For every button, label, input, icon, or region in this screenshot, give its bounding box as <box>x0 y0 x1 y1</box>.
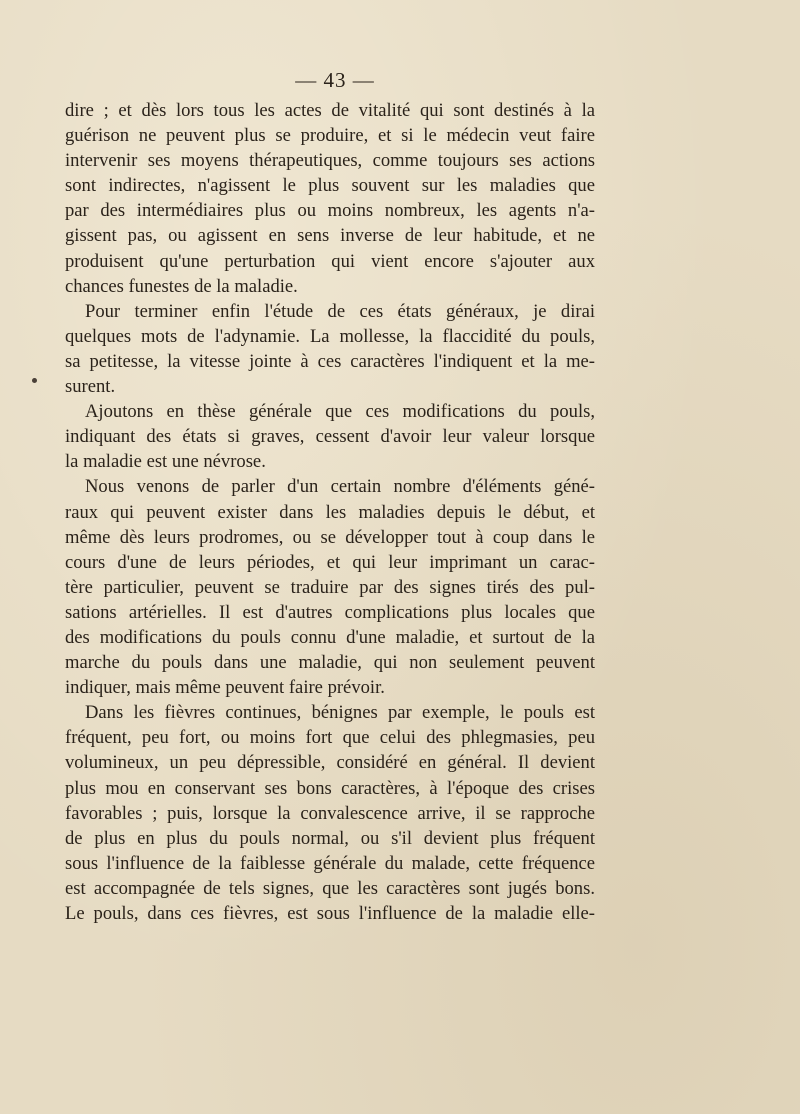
text-line: des modifications du pouls connu d'une maladie, et surtout de la <box>65 626 595 648</box>
text-line: dire ; et dès lors tous les actes de vitalité qui sont destinés à la <box>65 100 595 121</box>
text-line: cours d'une de leurs périodes, et qui leur imprimant un carac- <box>65 551 595 573</box>
text-line: chances funestes de la maladie. <box>65 275 298 297</box>
text-line: sous l'influence de la faiblesse générale du malade, cette fréquence <box>65 852 595 874</box>
text-line: la maladie est une névrose. <box>65 451 266 473</box>
text-line: intervenir ses moyens thérapeutiques, comme toujours ses actions <box>65 150 595 172</box>
text-line: surent. <box>65 376 116 398</box>
text-line: même dès leurs prodromes, ou se développer tout à coup dans le <box>65 526 595 548</box>
text-line: produisent qu'une perturbation qui vient encore s'ajouter aux <box>65 250 595 272</box>
body-text <box>65 98 595 926</box>
text-line: Dans les fièvres continues, bénignes par exemple, le pouls est <box>85 702 595 724</box>
text-line: plus mou en conservant ses bons caractères, à l'époque des crises <box>65 777 595 799</box>
text-line: fréquent, peu fort, ou moins fort que celui des phlegmasies, peu <box>65 727 595 749</box>
text-line: quelques mots de l'adynamie. La mollesse, la flaccidité du pouls, <box>65 325 595 347</box>
text-line: Ajoutons en thèse générale que ces modifications du pouls, <box>85 401 595 423</box>
text-line: Pour terminer enfin l'étude de ces états généraux, je dirai <box>85 300 595 322</box>
text-line: Le pouls, dans ces fièvres, est sous l'influence de la maladie elle- <box>65 903 595 924</box>
text-line: volumineux, un peu dépressible, considéré en général. Il devient <box>65 752 595 774</box>
text-line: gissent pas, ou agissent en sens inverse de leur habitude, et ne <box>65 225 595 247</box>
text-line: guérison ne peuvent plus se produire, et si le médecin veut faire <box>65 125 595 147</box>
text-line: est accompagnée de tels signes, que les caractères sont jugés bons. <box>65 877 595 899</box>
text-line: par des intermédiaires plus ou moins nombreux, les agents n'a- <box>65 200 595 222</box>
text-line: raux qui peuvent exister dans les maladies depuis le début, et <box>65 501 595 523</box>
text-line: sont indirectes, n'agissent le plus souvent sur les maladies que <box>65 175 595 197</box>
ink-spot <box>32 378 37 383</box>
text-line: de plus en plus du pouls normal, ou s'il devient plus fréquent <box>65 827 595 849</box>
text-line: indiquer, mais même peuvent faire prévoir. <box>65 677 385 699</box>
text-line: tère particulier, peuvent se traduire par des signes tirés des pul- <box>65 576 595 598</box>
text-line: marche du pouls dans une maladie, qui non seulement peuvent <box>65 652 595 674</box>
text-line: Nous venons de parler d'un certain nombre d'éléments géné- <box>85 476 595 498</box>
text-line: indiquant des états si graves, cessent d'avoir leur valeur lorsque <box>65 426 595 448</box>
page-number-header: — 43 — <box>295 68 375 92</box>
text-line: favorables ; puis, lorsque la convalescence arrive, il se rapproche <box>65 802 595 824</box>
text-line: sations artérielles. Il est d'autres complications plus locales que <box>65 601 595 623</box>
text-line: sa petitesse, la vitesse jointe à ces caractères l'indiquent et la me- <box>65 350 595 372</box>
